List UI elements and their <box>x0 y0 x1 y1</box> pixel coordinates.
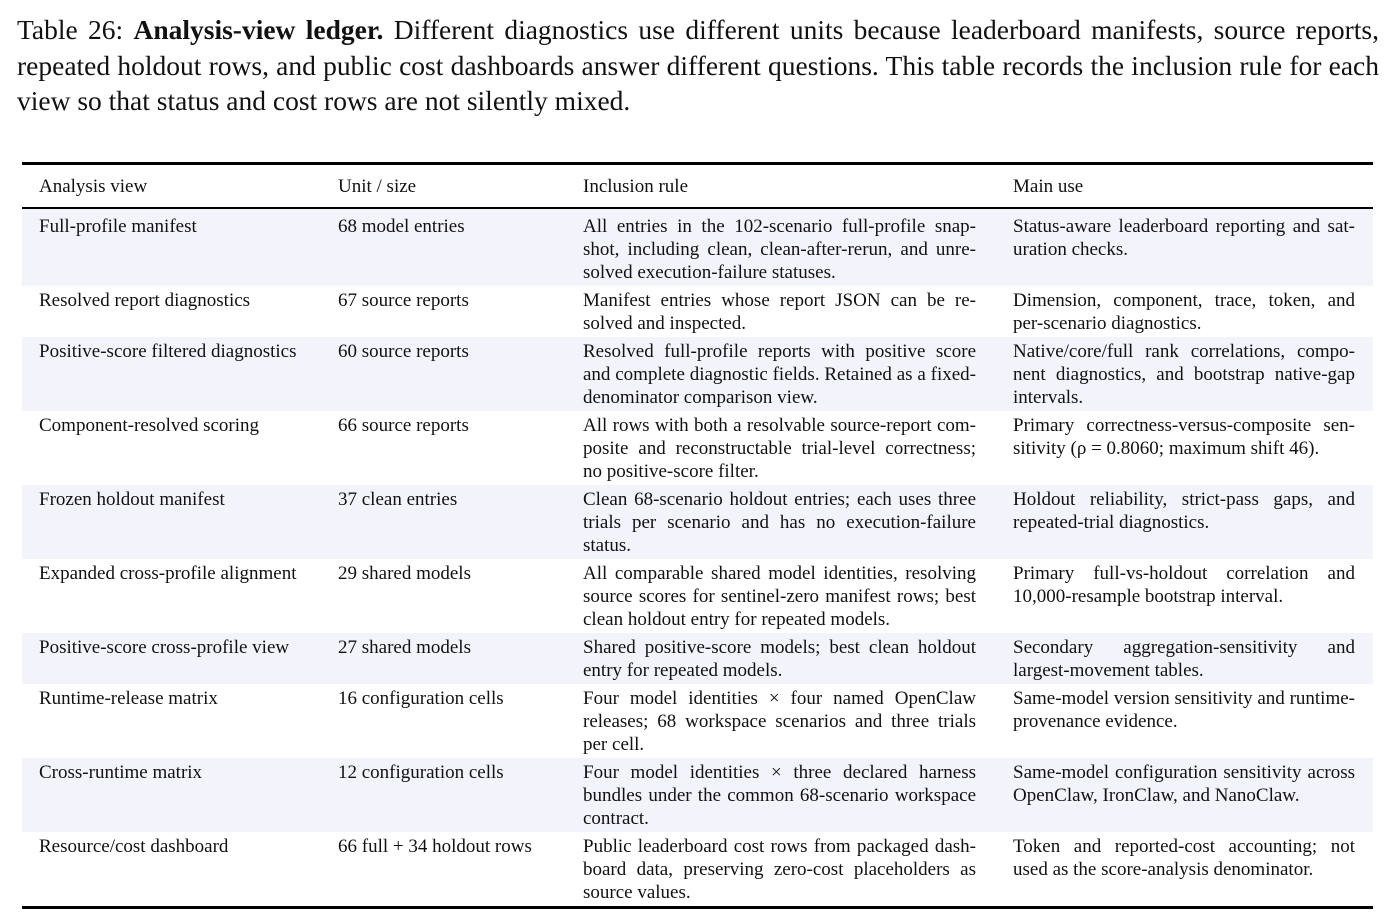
table-caption <box>17 12 1379 119</box>
cell-rule: Public leaderboard cost rows from packaged dashboard data, preserving zero-cost placeholders as source values. <box>583 835 976 903</box>
table-row <box>22 832 1373 906</box>
cell-view: Resolved report diagnostics <box>39 289 251 311</box>
cell-use: Dimension, component, trace, token, and per-scenario diagnostics. <box>1013 289 1355 334</box>
cell-view: Runtime-release matrix <box>39 687 218 709</box>
caption-title: Analysis-view ledger. <box>133 14 384 45</box>
cell-use: Same-model version sensitivity and runtime-provenance evidence. <box>1013 687 1355 732</box>
cell-view: Expanded cross-profile alignment <box>39 562 297 584</box>
table-row <box>22 411 1373 485</box>
cell-unit: 66 full + 34 holdout rows <box>338 835 532 857</box>
header-row <box>22 165 1373 207</box>
cell-unit: 37 clean entries <box>321 485 566 559</box>
table-row <box>22 286 1373 337</box>
cell-use: Holdout reliability, strict-pass gaps, and repeated-trial diagnostics. <box>996 485 1373 559</box>
cell-unit: 27 shared models <box>321 633 566 684</box>
cell-unit: 16 configuration cells <box>338 687 504 709</box>
cell-rule: Manifest entries whose report JSON can be resolved and inspected. <box>583 289 976 334</box>
cell-rule: Four model identities × four named OpenClaw releases; 68 workspace scenarios and three trials per cell. <box>583 687 976 755</box>
table-row <box>22 337 1373 411</box>
cell-view: Frozen holdout manifest <box>22 485 321 559</box>
cell-unit: 66 source reports <box>338 414 469 436</box>
cell-rule: Four model identities × three declared harness bundles under the common 68-scenario workspace contract. <box>566 758 996 832</box>
table-row <box>22 209 1373 286</box>
table-bottom-rule <box>22 906 1373 909</box>
table-row <box>22 559 1373 633</box>
cell-unit: 29 shared models <box>338 562 471 584</box>
analysis-view-ledger-table <box>22 162 1373 909</box>
cell-view: Positive-score cross-profile view <box>22 633 321 684</box>
cell-view: Resource/cost dashboard <box>39 835 229 857</box>
header-analysis-view: Analysis view <box>39 176 148 197</box>
table-row <box>22 633 1373 684</box>
cell-rule: All rows with both a resolvable source-report composite and reconstructable trial-level correctness; no positive-score filter. <box>583 414 976 482</box>
table-row <box>22 485 1373 559</box>
cell-use: Token and reported-cost accounting; not used as the score-analysis denominator. <box>1013 835 1355 880</box>
caption-text: Different diagnostics use different units because leaderboard manifests, source reports, repeated holdout rows, and public cost dashboards answer different questions. This table records the inclusion rule for each view so that status and cost rows are not silently mixed. <box>17 14 1380 116</box>
cell-unit: 67 source reports <box>338 289 469 311</box>
cell-unit: 68 model entries <box>321 209 566 286</box>
ledger-table <box>22 165 1373 906</box>
cell-rule: Resolved full-profile reports with positive score and complete diagnostic fields. Retained as a fixed-denominator comparison view. <box>566 337 996 411</box>
cell-use: Secondary aggregation-sensitivity and largest-movement tables. <box>996 633 1373 684</box>
cell-use: Primary correctness-versus-composite sensitivity (ρ = 0.8060; maximum shift 46). <box>1013 414 1355 459</box>
cell-view: Component-resolved scoring <box>39 414 260 436</box>
cell-view: Positive-score filtered diagnostics <box>22 337 321 411</box>
cell-use: Status-aware leaderboard reporting and saturation checks. <box>996 209 1373 286</box>
cell-view: Full-profile manifest <box>22 209 321 286</box>
table-row <box>22 758 1373 832</box>
cell-rule: Shared positive-score models; best clean holdout entry for repeated models. <box>566 633 996 684</box>
cell-use: Primary full-vs-holdout correlation and 10,000-resample bootstrap interval. <box>1013 562 1355 607</box>
cell-rule: All comparable shared model identities, resolving source scores for sentinel-zero manifest rows; best clean holdout entry for repeated models. <box>583 562 976 630</box>
cell-rule: Clean 68-scenario holdout entries; each uses three trials per scenario and has no execution-failure status. <box>566 485 996 559</box>
table-row <box>22 684 1373 758</box>
header-unit-size: Unit / size <box>338 176 417 197</box>
cell-use: Same-model configuration sensitivity across OpenClaw, IronClaw, and NanoClaw. <box>996 758 1373 832</box>
cell-view: Cross-runtime matrix <box>22 758 321 832</box>
cell-use: Native/core/full rank correlations, component diagnostics, and bootstrap native-gap intervals. <box>996 337 1373 411</box>
header-main-use: Main use <box>1013 176 1084 197</box>
header-inclusion-rule: Inclusion rule <box>583 176 689 197</box>
cell-unit: 12 configuration cells <box>321 758 566 832</box>
caption-label: Table 26: <box>17 14 124 45</box>
cell-unit: 60 source reports <box>321 337 566 411</box>
cell-rule: All entries in the 102-scenario full-profile snapshot, including clean, clean-after-rerun, and unresolved execution-failure statuses. <box>566 209 996 286</box>
